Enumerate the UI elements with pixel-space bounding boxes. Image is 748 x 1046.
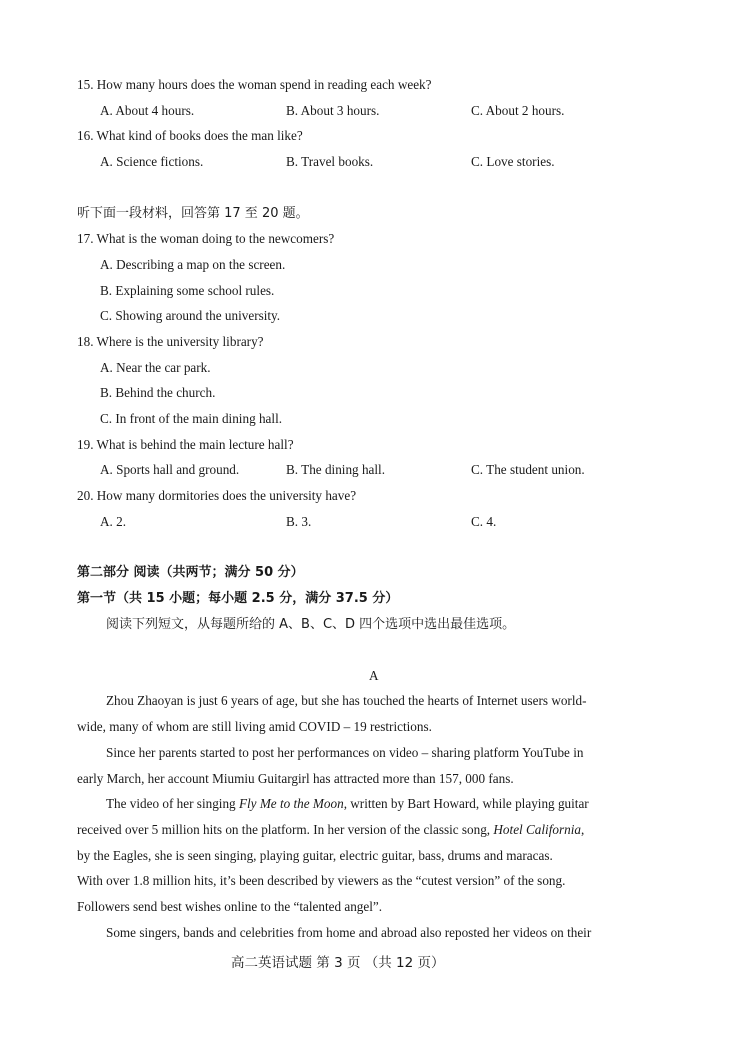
q16-option-a: A. Science fictions. [100,154,204,169]
q17-option-a: A. Describing a map on the screen. [100,257,286,272]
passage-text: The video of her singing [106,796,236,811]
passage-line: With over 1.8 million hits, it’s been described by viewers as the “cutest version” of the song. [77,873,566,888]
question-17-stem: 17. What is the woman doing to the newcomers? [77,231,335,246]
song-title: Hotel California [493,822,581,837]
question-18-stem: 18. Where is the university library? [77,334,264,349]
section-one-heading: 第一节（共 15 小题；每小题 2.5 分，满分 37.5 分） [77,591,399,606]
passage-line: Some singers, bands and celebrities from home and abroad also reposted her videos on their [106,925,592,940]
q15-option-c: C. About 2 hours. [471,103,565,118]
page-footer: 高二英语试题 第 3 页 （共 12 页） [231,955,445,971]
passage-label: A [369,668,379,683]
q15-option-a: A. About 4 hours. [100,103,195,118]
q20-option-a: A. 2. [100,514,127,529]
q18-option-c: C. In front of the main dining hall. [100,411,283,426]
q18-option-b: B. Behind the church. [100,385,216,400]
question-19-stem: 19. What is behind the main lecture hall? [77,437,294,452]
passage-line: by the Eagles, she is seen singing, playing guitar, electric guitar, bass, drums and maracas. [77,848,553,863]
question-20-stem: 20. How many dormitories does the university have? [77,488,357,503]
q16-option-c: C. Love stories. [471,154,555,169]
q17-option-b: B. Explaining some school rules. [100,283,275,298]
q19-option-c: C. The student union. [471,462,585,477]
section-one-instruction: 阅读下列短文，从每题所给的 A、B、C、D 四个选项中选出最佳选项。 [106,617,516,632]
q20-option-b: B. 3. [286,514,312,529]
listening-instruction: 听下面一段材料，回答第 17 至 20 题。 [77,206,309,221]
passage-line [106,796,589,812]
q19-option-b: B. The dining hall. [286,462,386,477]
q19-option-a: A. Sports hall and ground. [100,462,240,477]
q18-option-a: A. Near the car park. [100,360,211,375]
passage-line: early March, her account Miumiu Guitargirl has attracted more than 157, 000 fans. [77,771,514,786]
passage-text: , written by Bart Howard, while playing guitar [343,796,589,811]
passage-line: Followers send best wishes online to the “talented angel”. [77,899,383,914]
passage-line: Since her parents started to post her performances on video – sharing platform YouTube in [106,745,584,760]
passage-line [77,822,584,838]
question-15-stem: 15. How many hours does the woman spend in reading each week? [77,77,432,92]
passage-text: received over 5 million hits on the platform. In her version of the classic song, [77,822,491,837]
passage-text: , [580,822,585,837]
q15-option-b: B. About 3 hours. [286,103,380,118]
q20-option-c: C. 4. [471,514,497,529]
q16-option-b: B. Travel books. [286,154,374,169]
question-16-stem: 16. What kind of books does the man like? [77,128,303,143]
passage-line: wide, many of whom are still living amid COVID – 19 restrictions. [77,719,432,734]
q17-option-c: C. Showing around the university. [100,308,281,323]
part-two-heading: 第二部分 阅读（共两节；满分 50 分） [77,565,304,580]
passage-line: Zhou Zhaoyan is just 6 years of age, but she has touched the hearts of Internet users world- [106,693,587,708]
song-title: Fly Me to the Moon [238,796,344,811]
